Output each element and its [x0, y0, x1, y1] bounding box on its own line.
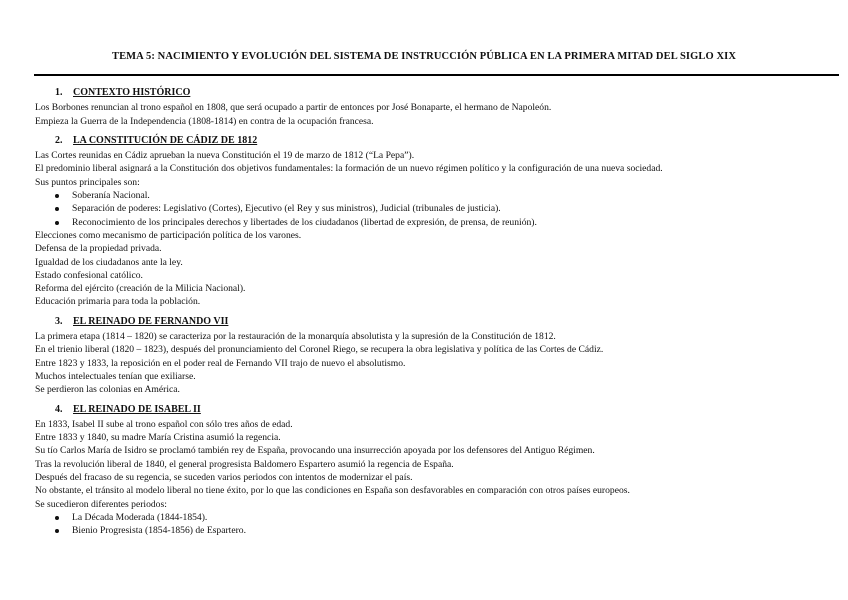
paragraph-line: Defensa de la propiedad privada.	[35, 243, 162, 255]
section-title: EL REINADO DE ISABEL II	[73, 403, 201, 415]
title-divider	[34, 74, 839, 76]
bullet-item	[35, 524, 825, 537]
paragraph-line: Las Cortes reunidas en Cádiz aprueban la nueva Constitución el 19 de marzo de 1812 (“La Pepa”).	[35, 150, 415, 162]
paragraph-line: El predominio liberal asignará a la Constitución dos objetivos fundamentales: la formación de un nuevo régimen político y la configuración de una nueva sociedad.	[35, 163, 663, 175]
bullet-dot-icon	[55, 207, 59, 211]
paragraph-line: Entre 1833 y 1840, su madre María Cristina asumió la regencia.	[35, 432, 281, 444]
bullet-dot-icon	[55, 194, 59, 198]
paragraph-line: Muchos intelectuales tenían que exiliarse.	[35, 370, 196, 382]
paragraph-line: Sus puntos principales son:	[35, 176, 140, 188]
paragraph-line: En el trienio liberal (1820 – 1823), después del pronunciamiento del Coronel Riego, se recupera la obra legislativa y política de las Cortes de Cádiz.	[35, 344, 604, 356]
bullet-text: Soberanía Nacional.	[72, 190, 150, 202]
section-number: 2.	[55, 134, 63, 146]
section-title: CONTEXTO HISTÓRICO	[73, 87, 191, 98]
section-3	[35, 315, 825, 397]
bullet-item	[35, 216, 825, 229]
section-2	[35, 134, 825, 309]
paragraph-line: Elecciones como mecanismo de participación política de los varones.	[35, 229, 302, 241]
section-title: LA CONSTITUCIÓN DE CÁDIZ DE 1812	[73, 134, 258, 146]
paragraph-line: Se perdieron las colonias en América.	[35, 384, 180, 396]
paragraph-line: Empieza la Guerra de la Independencia (1808-1814) en contra de la ocupación francesa.	[35, 115, 374, 127]
paragraph-line: Tras la revolución liberal de 1840, el general progresista Baldomero Espartero asumió la regencia de España.	[35, 458, 454, 470]
bullet-dot-icon	[55, 529, 59, 533]
bullet-list	[35, 189, 825, 229]
paragraph-line: Entre 1823 y 1833, la reposición en el poder real de Fernando VII trajo de nuevo el absolutismo.	[35, 357, 406, 369]
bullet-item	[35, 202, 825, 215]
bullet-dot-icon	[55, 221, 59, 225]
section-heading	[55, 86, 825, 99]
section-heading	[55, 134, 825, 147]
paragraph-line: Se sucedieron diferentes periodos:	[35, 498, 167, 510]
bullet-text: Bienio Progresista (1854-1856) de Espartero.	[72, 525, 246, 537]
section-4	[35, 403, 825, 538]
paragraph-line: La primera etapa (1814 – 1820) se caracteriza por la restauración de la monarquía absolutista y la supresión de la Constitución de 1812.	[35, 331, 556, 343]
bullet-item	[35, 511, 825, 524]
bullet-dot-icon	[55, 516, 59, 520]
section-heading	[55, 315, 825, 328]
paragraph-line: Igualdad de los ciudadanos ante la ley.	[35, 256, 183, 268]
section-heading	[55, 403, 825, 416]
section-title: EL REINADO DE FERNANDO VII	[73, 315, 229, 327]
bullet-list	[35, 511, 825, 538]
section-number: 3.	[55, 315, 63, 327]
document-body	[35, 86, 825, 538]
paragraph-line: Reforma del ejército (creación de la Milicia Nacional).	[35, 283, 246, 295]
paragraph-line: Después del fracaso de su regencia, se suceden varios periodos con intentos de modernizar el país.	[35, 472, 413, 484]
section-number: 4.	[55, 403, 63, 415]
bullet-text: Separación de poderes: Legislativo (Cortes), Ejecutivo (el Rey y sus ministros), Judicial (tribunales de justicia).	[72, 203, 501, 215]
bullet-item	[35, 189, 825, 202]
section-number: 1.	[55, 87, 63, 98]
paragraph-line: Su tío Carlos María de Isidro se proclamó también rey de España, provocando una insurrección apoyada por los defensores del Antiguo Régimen.	[35, 445, 595, 457]
paragraph-line: En 1833, Isabel II sube al trono español con sólo tres años de edad.	[35, 418, 293, 430]
document-title: TEMA 5: NACIMIENTO Y EVOLUCIÓN DEL SISTEMA DE INSTRUCCIÓN PÚBLICA EN LA PRIMERA MITAD DEL SIGLO XIX	[111, 51, 737, 62]
paragraph-line: Estado confesional católico.	[35, 269, 143, 281]
bullet-text: Reconocimiento de los principales derechos y libertades de los ciudadanos (libertad de expresión, de prensa, de reunión).	[72, 216, 537, 228]
bullet-text: La Década Moderada (1844-1854).	[72, 511, 208, 523]
paragraph-line: Educación primaria para toda la población.	[35, 296, 201, 308]
paragraph-line: No obstante, el tránsito al modelo liberal no tiene éxito, por lo que las condiciones en España son desfavorables en comparación con otros países europeos.	[35, 485, 630, 497]
section-1	[35, 86, 825, 128]
paragraph-line: Los Borbones renuncian al trono español en 1808, que será ocupado a partir de entonces por José Bonaparte, el hermano de Napoleón.	[35, 102, 552, 114]
